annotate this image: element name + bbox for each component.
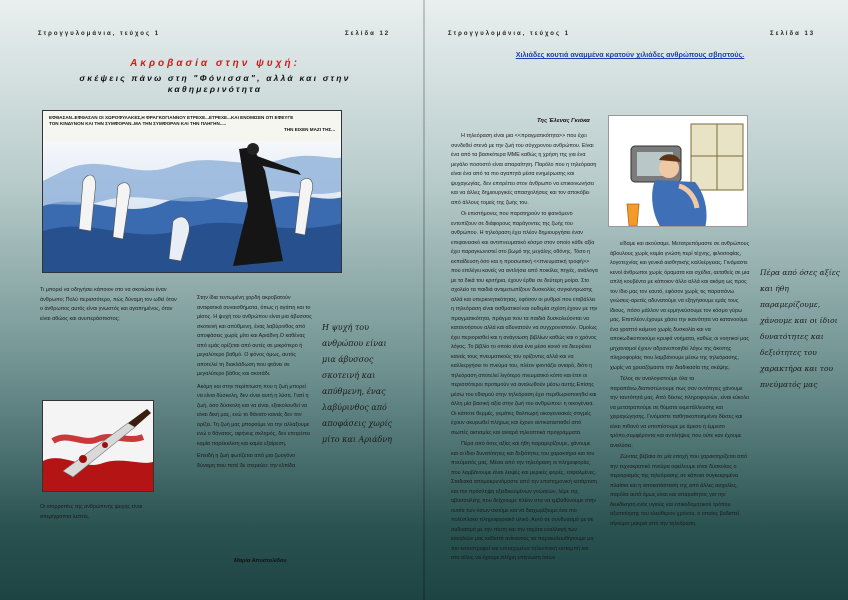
article-subtitle: σκέψεις πάνω στη "Φόνισσα", αλλά και στην καθημερινότητα bbox=[79, 73, 351, 94]
comic-caption-side: ΤΗΝ ΕΙΧΕΝ ΜΑΖΙ ΤΗΣ... bbox=[284, 127, 335, 132]
right-pull-quote: Πέρα από όσες αξίες και ήθη παραμερίζουμε, χάνουμε και οι ίδιοι δυνατότητες και δεξιότητες του χαρακτήρα και του πνεύματός μας bbox=[760, 268, 840, 389]
right-article-title: Χιλιάδες κουτιά αναμμένα κρατούν χιλιάδες ανθρώπους σβηστούς. bbox=[515, 50, 745, 59]
knife-photo bbox=[42, 400, 154, 492]
left-col2-text bbox=[197, 294, 312, 473]
right-col2-paragraph-1: είδαμε και ακούσαμε. Μετατρεπόμαστε σε ανθρώπους άβουλους χωρίς καμία γνώση περί τέχνης, φιλοσοφίας, λογοτεχνίας και γενικά αισθητικής καλλιέργειας. Γινόμαστε κενοί άνθρωποι χωρίς όραματα και σχέδια, αεταθείς σε μια απλή κουβέντα με κάποιον άλλο αλλά και ακόμη ως προς τον ίδιο μας τον εαυτό, εφόσον χωρίς τις παραπάνω γνώσεις-αρετές αδυνατούμε να εξηγήσουμε εμάς τους ίδιους, πόσο μάλλον να ερμηνεύσουμε τον κόσμο γύρω μας. Επιπλέον,έχουμε χάσει την ικανότητα να κατανοούμε ένα γραπτό κείμενο χωρίς δυσκολία και να αποκωδικοποιούμε κρυφά νοήματα, καθώς οι νοητικοί μας μηχανισμοί έχουν αδρανοποιηθεί λόγω της άκοπης πληροφορίας που λαμβάνουμε μέσω της τηλεόρασης, χωρίς να χρειαζόμαστε την διαδικασία της σκέψης. bbox=[610, 241, 750, 371]
left-col1-paragraph: Τι μπορεί να οδηγήσει κάποιον στο να σκοτώσει έναν άνθρωπο; Πολύ περισσότερο, πώς δύναμη τον ωθεί όταν ο άνθρωπος αυτός είναι γνωστός και αγαπημένος, όταν είναι αθώος και ανυπεράσπιστος; bbox=[40, 287, 177, 322]
left-header-issue: Στρογγυλομάνια, τεύχος 1 bbox=[38, 31, 161, 37]
right-col1-paragraph-1: Η τηλεόραση είναι μια <<πραγματικότητα>> που έχει συνδεθεί στενά με την ζωή του σύγχρονου ανθρώπου. Είναι ένα από τα βασικότερα ΜΜΕ καθώς η χρήση της για ένα μεγάλο ποσοστό είναι απαραίτητη. Παρόλο που η τηλεόραση είναι ένα από τα πιο αγαπητά μέσα ενημέρωσης και ψυχαγωγίας, δεν επιτρέπει στον άνθρωπο να επικοινωνήσει και να άλλες δημιουργικές απασχολήσεις και τον αποκόβει από άλλους τομείς της ζωής του. bbox=[451, 133, 597, 206]
page-spine bbox=[423, 0, 425, 600]
right-col1-paragraph-2: Οι επιστήμονες που παρατηρούν το φαινόμενο εντοπίζουν σε διάφορους παράγοντες της ζωής του ανθρώπου. Η τηλεόραση έχει πλέον δημιουργήσει έναν επιφανειακό και αντιπνευματικό κόσμο στον οποίο κάθε αξία έχει παραγκωνιστεί στο βωμό της μεγάλης οθόνης. Τόσο η εκπαίδευση όσο και η προσωπική <<πνευματική τροφή>> που επιλέγει κανείς να αντλήσει από ποικίλες πηγές, ανάλογα με τα δικά του κριτήρια, έχουν έρθει σε δεύτερη μοίρα. Στο σχολείο τα παιδιά αντιμετωπίζουν δυσκολίες συγκέντρωσης αλλά και υπερκινητικότητας, εφόσον οι ρυθμοί που επιβάλλει η τηλεόραση είναι ασθματικοί και ουδεμία σχέση έχουν με την πραγματικότητα, πράγμα που τα παιδιά δυσκολεύονται να κατανοήσουν αλλά και αδυνατούν να συγχρονιστούν. Ομοίως έχει περιορισθεί και η ανάγνωση βιβλίων καθώς και ο χρόνος λόγος. Το βιβλίο το οποίο είναι ένα μέσο κοινό να διευρύνει κανείς τους πνευματικούς του ορίζοντες αλλά και να καλλιεργήσει το πνεύμα του, πλέον φαντάζει ανιαρό, διότι η τηλεόραση αποτελεί λιγότερο πνευματικό κόπο και έτσι οι περισσότεροι προτιμούν να αναλωθούν μέσω αυτής.Επίσης μέσω του εθισμού στην τηλεόραση έχει περιθωριοποιηθεί και άλλη μία βασική αξία στην ζωή του ανθρώπου: η οικογένεια. Οι κάποτε θερμές, γεμάτες θαλπωρή οικογενειακές στιγμές έχουν ακυρωθεί πλήρως και έχουν αντικατασταθεί από σιωπές ακτισμίες και ανιαρά τηλεοπτικά προγράμματα. bbox=[451, 211, 598, 436]
left-col2-paragraph-3: Επειδή η ζωή φωτίζεται από μια ζωογόνο δύναμη που ποτέ δε στερεύει: την ελπίδα bbox=[197, 453, 296, 469]
right-header-issue: Στρογγυλομάνια, τεύχος 1 bbox=[448, 31, 571, 37]
right-col2-paragraph-3: Ζώντας βέβαια σε μία εποχή που χαρακτηρίζεται από την τεχνοκρατικό πνεύμα οφείλουμε είναι δύσκολος ο περιορισμός της τηλεόρασης σε κάποια συγκεκριμένα πλαίσια και η αποκατάστασή της από άλλες ασχολίες, παρόλα αυτά όμως είναι και απαραίτητος για την διεκδίκηση ενός υγιούς και επικοδομητικού τρόπου αξιοποίησης του ελεύθερου χρόνου, ο οποίος βαδιστεί σίγουρα μακριά από την τηλεόραση. bbox=[610, 454, 748, 527]
knife-caption bbox=[40, 503, 158, 524]
comic-illustration bbox=[42, 110, 342, 273]
right-col1-paragraph-3: Πέρα από όσες αξίες και ήθη παραμερίζουμε, χάνουμε και οι ίδιοι δυνατότητες και δεξιότητες του χαρακτήρα και του πνεύματός μας. Μέσα από την τηλεόραση οι πληροφορίες που λαμβάνουμε είναι λειψές και μερικές φορές, εσφαλμένες. Σταδιακά απομακρυνόμαστε από την επιστημονική κατάρτιση και την πρόσληψη εξειδικευμένων γνώσεων, λέμε της αβυσσαλέης που δείχνουμε πλέον στα να εμβαθύνουμε στην ουσία των όσων ακούμε και να διαχωρίζουμε ένα πιο πολύπλοκο πληροφοριακό υλικό. Αυτό σε συνδυασμό με σε συδυασμό με την πίεση και την ταχύτα εναλλαγή των καναλιών μας καθιστά ανίκανους να παρακολουθήσουμε μα πιο καταστραφεί και επιταχυμένα τηλεοπτική εκπομπή και στο τέλος να έχουμε πλήρη επίγνωση όσων bbox=[451, 441, 597, 561]
left-pull-quote: Η ψυχή του ανθρώπου είναι μια άβυσσος σκοτεινή και απύθμενη, ένας λαβύρινθος από αποφάσεις χωρίς μίτο και Αριάδνη bbox=[322, 323, 393, 444]
knife-art bbox=[43, 401, 154, 492]
left-header-page: Σελίδα 12 bbox=[345, 31, 391, 37]
right-col1-text bbox=[451, 132, 598, 594]
right-col2-text bbox=[610, 240, 750, 531]
author-signature: Μαρία Αποστολίδου bbox=[234, 558, 287, 564]
comic-art bbox=[43, 111, 342, 273]
left-col2-paragraph-1: Στην ίδια τεντωμένη χορδή ακροβατούν αντιφατικά συναισθήματα, όπως η αγάπη και το μίσος. Η ψυχή του ανθρώπου είναι μια άβυσσος σκοτεινή και απύθμενη, ένας λαβύρινθος από αποφάσεις χωρίς μίτο και Αριάδνη.Ο καθένας από εμάς ορίζεται από αυτές σε μικρότερο ή μεγαλύτερο βαθμό. Ο φόνος όμως, αυτός αποτελεί τη διακλάδωση που φτάνει σε μεγαλύτερο βάθος και σκοτάδι. bbox=[197, 295, 312, 377]
image-caption-text: Οι ισορροπίες της ανθρώπινης ψυχής είναι απερίγραπτα λεπτές. bbox=[40, 504, 143, 520]
article-title: Ακροβασία στην ψυχή: bbox=[130, 58, 300, 69]
right-header-page: Σελίδα 13 bbox=[770, 31, 816, 37]
comic-caption-main: ΕΦΘΑΣΑΝ..ΕΦΘΑΣΑΝ ΟΙ ΧΩΡΟΦΥΛΑΚΕΣ,Η ΦΡΑΓΚΟΓΙΑΝΝΟΥ ΕΤΡΕΧΕ...ΕΤΡΕΧΕ...ΚΑΙ ΕΝΟΜΙΣΕΝ ΟΤΙ ΕΦΕΥΓΕ ΤΟΝ ΚΙΝΔΥΝΟΝ ΚΑΙ ΤΗΝ ΣΥΜΦΟΡΑΝ..ΜΑ ΤΗΝ ΣΥΜΦΟΡΑΝ ΚΑΙ ΤΗΝ ΠΛΗΓΗΝ..... bbox=[49, 115, 294, 126]
left-col1-intro bbox=[40, 286, 180, 326]
tv-child-illustration bbox=[608, 115, 748, 227]
right-author: Της Έλενας Γκιόκα bbox=[537, 118, 590, 124]
left-col2-paragraph-2: Ακόμη και στην περίπτωση που η ζωή μπορεί να είναι δύσκολη, δεν είναι αυτή η λύση. Γιατί η ζωή, όσο δύσκολη και να είναι, εξακολουθεί να είναι δική μας, ενώ το θάνατο κανείς δεν τον ορίζει. Τη ζωή μας μπορούμε να την αλλάξουμε ενώ ο θάνατος, αφήνεις σκληρός, δεν επιτρέπει καμία παρέκκλιση και καμία εξαίρεση. bbox=[197, 383, 311, 447]
tv-child-art bbox=[609, 116, 748, 227]
right-col2-paragraph-2: Τέλος αν αναλογιστούμε όλα τα παραπάνω,διαπιστώνουμε πως σαν οντότητες χάνουμε την ταυτότητά μας. Από δέκτες πληροφοριών, είναι εύκολο να μετατραπούμε σε θύματα εκμετάλλευσης και χειραγώγησης. Γινόμαστε παθητικοποιημένοι δέκτες και είναι πιθανό να υποπέσουμε με άμεσο ή έμμεσο τρόπο,συμφέροντα και αντιλήψεις που ούτε καν έχουμε αναλύσει. bbox=[610, 376, 750, 449]
